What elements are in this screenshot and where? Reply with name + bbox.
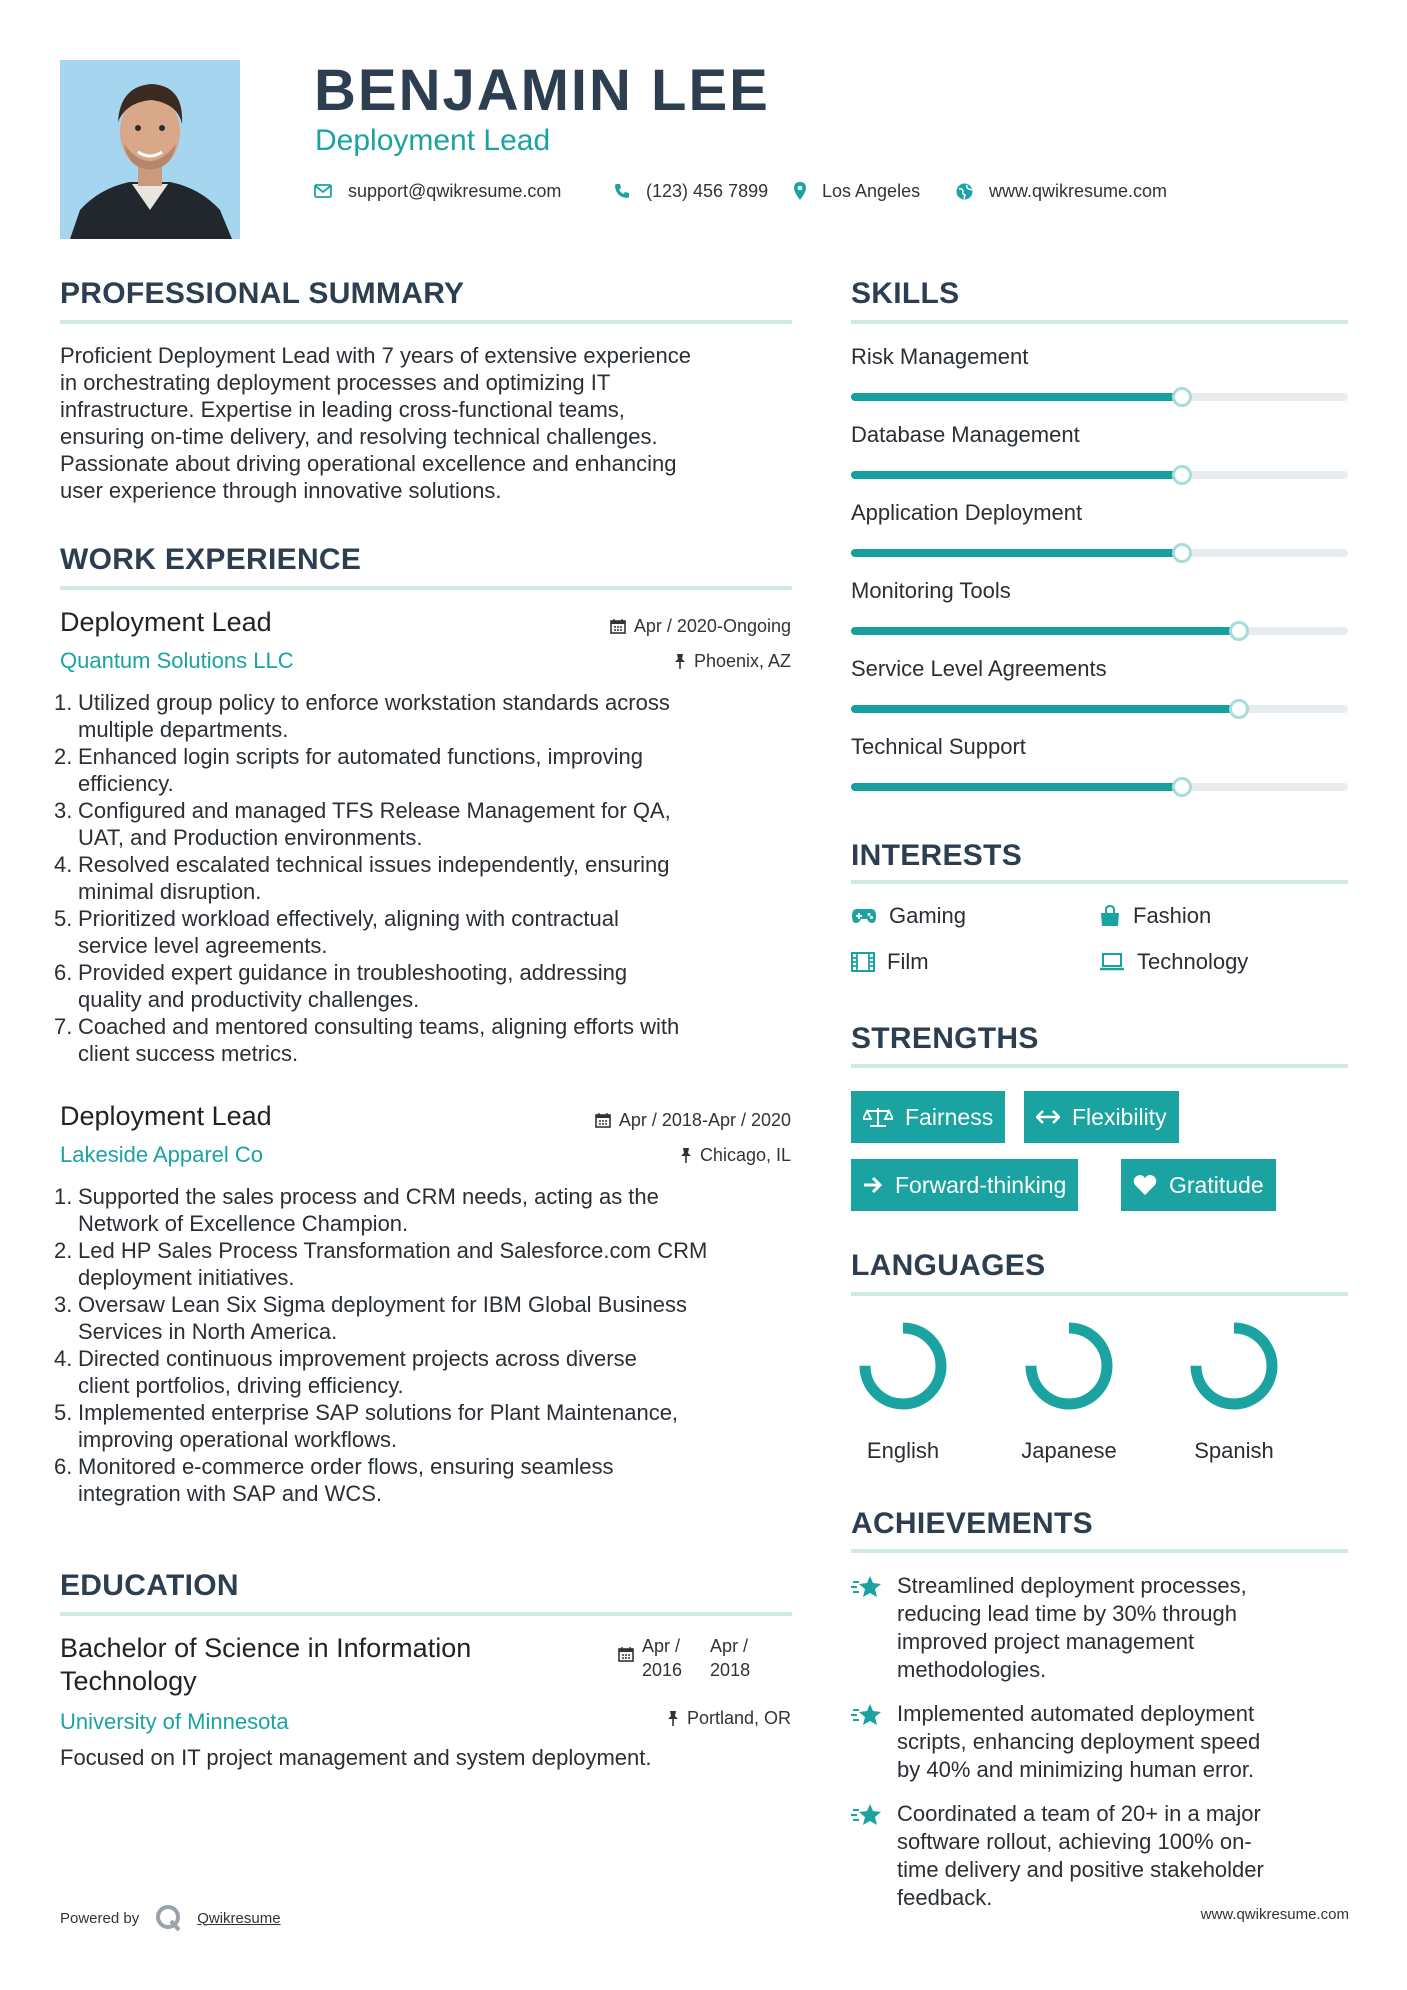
- gamepad-icon: [851, 907, 877, 925]
- heart-icon: [1133, 1174, 1157, 1196]
- job-location-text: Chicago, IL: [699, 1145, 791, 1165]
- education-location: Portland, OR: [667, 1706, 791, 1730]
- interests-divider: [851, 880, 1348, 884]
- list-item: 2. Enhanced login scripts for automated functions, improving efficiency.: [54, 744, 643, 796]
- strengths-divider: [851, 1064, 1348, 1068]
- film-icon: [851, 952, 875, 972]
- skill-level-bar: [851, 549, 1348, 557]
- contact-email[interactable]: [314, 178, 561, 204]
- skill-level-fill: [851, 549, 1182, 557]
- globe-icon: [956, 183, 973, 200]
- calendar-icon: [595, 1112, 611, 1128]
- strength-badge: Fairness: [851, 1091, 1005, 1143]
- skill-name: Technical Support: [851, 734, 1026, 759]
- achievement-item: Streamlined deployment processes, reducing lead time by 30% through improved project management methodologies.: [851, 1572, 1348, 1684]
- skill-item: [851, 733, 1348, 791]
- skill-level-fill: [851, 393, 1182, 401]
- list-item: 6. Monitored e-commerce order flows, ensuring seamless integration with SAP and WCS.: [54, 1454, 614, 1506]
- skill-level-bar: [851, 783, 1348, 791]
- languages-list: [851, 1318, 1348, 1464]
- achievements-heading: ACHIEVEMENTS: [851, 1507, 1093, 1540]
- list-item: 1. Supported the sales process and CRM needs, acting as the Network of Excellence Champion.: [54, 1184, 659, 1236]
- qwikresume-link[interactable]: Qwikresume: [197, 1909, 281, 1927]
- language-name: Japanese: [1021, 1438, 1117, 1463]
- skills-divider: [851, 320, 1348, 324]
- achievements-divider: [851, 1549, 1348, 1553]
- strength-badge: Flexibility: [1024, 1091, 1179, 1143]
- language-item: [843, 1318, 963, 1465]
- shopping-bag-icon: [1099, 905, 1121, 927]
- pushpin-icon: [680, 1147, 692, 1163]
- list-item: 7. Coached and mentored consulting teams, aligning efforts with client success metrics.: [54, 1014, 680, 1066]
- star-burst-icon: [851, 1702, 883, 1728]
- skill-item: [851, 343, 1348, 401]
- skill-level-bar: [851, 393, 1348, 401]
- interest-item-fashion: Fashion: [1099, 902, 1211, 930]
- phone-text: (123) 456 7899: [646, 181, 769, 201]
- summary-line: ensuring on-time delivery, and resolving technical challenges.: [60, 424, 658, 449]
- skill-level-fill: [851, 627, 1239, 635]
- job-location: [680, 1143, 791, 1167]
- skill-level-knob: [1229, 621, 1249, 641]
- achievement-item: Coordinated a team of 20+ in a major software rollout, achieving 100% on- time delivery and positive stakeholder feedback.: [851, 1800, 1348, 1912]
- arrows-horizontal-icon: [1036, 1110, 1060, 1124]
- skill-level-knob: [1172, 465, 1192, 485]
- education-divider: [60, 1612, 792, 1616]
- phone-icon: [614, 183, 630, 199]
- language-item: [1009, 1318, 1129, 1465]
- skill-name: Monitoring Tools: [851, 578, 1011, 603]
- skill-level-fill: [851, 705, 1239, 713]
- skill-item: [851, 499, 1348, 557]
- skill-level-fill: [851, 471, 1182, 479]
- summary-text: [60, 342, 792, 504]
- arrow-right-icon: [863, 1176, 883, 1194]
- list-item: 2. Led HP Sales Process Transformation and Salesforce.com CRM deployment initiatives.: [54, 1238, 708, 1290]
- laptop-icon: [1099, 953, 1125, 971]
- language-level-ring: [1009, 1318, 1129, 1418]
- summary-line: user experience through innovative solutions.: [60, 478, 502, 503]
- candidate-name: BENJAMIN LEE: [314, 58, 770, 123]
- list-item: 5. Implemented enterprise SAP solutions for Plant Maintenance, improving operational workflows.: [54, 1400, 679, 1452]
- contact-website[interactable]: [956, 178, 1167, 204]
- list-item: 3. Configured and managed TFS Release Management for QA, UAT, and Production environments.: [54, 798, 671, 850]
- skill-level-bar: [851, 705, 1348, 713]
- language-level-arc: [865, 1328, 941, 1404]
- work-heading: WORK EXPERIENCE: [60, 543, 362, 576]
- pushpin-icon: [667, 1710, 679, 1726]
- balance-scale-icon: [863, 1106, 893, 1128]
- job-bullets: [54, 689, 800, 1067]
- skill-name: Application Deployment: [851, 500, 1083, 525]
- skill-name: Service Level Agreements: [851, 656, 1107, 681]
- list-item: 6. Provided expert guidance in troubleshooting, addressing quality and productivity challenges.: [54, 960, 628, 1012]
- calendar-icon: [610, 618, 626, 634]
- footer-powered-by: Powered by Qwikresume: [60, 1903, 281, 1933]
- location-text: Los Angeles: [822, 181, 921, 201]
- skill-level-bar: [851, 471, 1348, 479]
- strengths-heading: STRENGTHS: [851, 1022, 1039, 1055]
- skill-item: [851, 655, 1348, 713]
- skill-name: Risk Management: [851, 344, 1029, 369]
- summary-line: in orchestrating deployment processes and optimizing IT: [60, 370, 611, 395]
- skill-level-knob: [1172, 777, 1192, 797]
- map-marker-icon: [794, 182, 806, 200]
- achievements-list: [851, 1572, 1348, 1912]
- skill-level-bar: [851, 627, 1348, 635]
- education-heading: EDUCATION: [60, 1569, 239, 1602]
- job-bullets: [54, 1183, 800, 1507]
- envelope-icon: [314, 184, 332, 198]
- interests-heading: INTERESTS: [851, 839, 1023, 872]
- summary-line: infrastructure. Expertise in leading cross-functional teams,: [60, 397, 625, 422]
- job-company: Lakeside Apparel Co: [60, 1142, 264, 1167]
- profile-photo: [60, 60, 240, 239]
- strength-badge: Forward-thinking: [851, 1159, 1078, 1211]
- languages-heading: LANGUAGES: [851, 1249, 1046, 1282]
- job-dates: [595, 1108, 791, 1132]
- degree-title: Bachelor of Science in Information Technology: [60, 1633, 472, 1696]
- contact-location: [794, 178, 920, 204]
- job-location-text: Phoenix, AZ: [693, 651, 791, 671]
- language-name: Spanish: [1194, 1438, 1274, 1463]
- list-item: 5. Prioritized workload effectively, aligning with contractual service level agreements.: [54, 906, 619, 958]
- pushpin-icon: [674, 653, 686, 669]
- interest-item-gaming: Gaming: [851, 902, 966, 930]
- job-dates-text: Apr / 2018-Apr / 2020: [618, 1110, 791, 1130]
- skill-level-fill: [851, 783, 1182, 791]
- job-title: Deployment Lead: [60, 607, 272, 637]
- skill-level-knob: [1172, 387, 1192, 407]
- summary-line: Passionate about driving operational excellence and enhancing: [60, 451, 677, 476]
- calendar-icon: [618, 1646, 634, 1662]
- work-divider: [60, 586, 792, 590]
- job-company: Quantum Solutions LLC: [60, 648, 294, 673]
- summary-divider: [60, 320, 792, 324]
- education-end: Apr / 2018: [710, 1636, 751, 1680]
- education-dates: [618, 1634, 750, 1682]
- summary-line: Proficient Deployment Lead with 7 years of extensive experience: [60, 343, 692, 368]
- job-title: Deployment Lead: [60, 1101, 272, 1131]
- skill-item: [851, 577, 1348, 635]
- skill-name: Database Management: [851, 422, 1080, 447]
- school-name: University of Minnesota: [60, 1709, 289, 1734]
- job-dates: [610, 614, 791, 638]
- contact-phone[interactable]: [614, 178, 768, 204]
- achievement-item: Implemented automated deployment scripts, enhancing deployment speed by 40% and minimizing human error.: [851, 1700, 1348, 1784]
- list-item: 3. Oversaw Lean Six Sigma deployment for IBM Global Business Services in North America.: [54, 1292, 687, 1344]
- skill-level-knob: [1229, 699, 1249, 719]
- star-burst-icon: [851, 1574, 883, 1600]
- language-level-arc: [1196, 1328, 1272, 1404]
- summary-heading: PROFESSIONAL SUMMARY: [60, 277, 465, 310]
- education-description: Focused on IT project management and system deployment.: [60, 1745, 652, 1770]
- website-text: www.qwikresume.com: [989, 181, 1168, 201]
- skills-heading: SKILLS: [851, 277, 960, 310]
- education-start: Apr / 2016: [642, 1636, 683, 1680]
- interest-item-technology: Technology: [1099, 948, 1248, 976]
- job-dates-text: Apr / 2020-Ongoing: [633, 616, 791, 636]
- footer-url[interactable]: www.qwikresume.com: [1200, 1906, 1349, 1923]
- skill-item: [851, 421, 1348, 479]
- email-text: support@qwikresume.com: [348, 181, 562, 201]
- language-item: [1174, 1318, 1294, 1465]
- language-level-ring: [843, 1318, 963, 1418]
- language-level-ring: [1174, 1318, 1294, 1418]
- job-location: [674, 649, 791, 673]
- list-item: 4. Directed continuous improvement projects across diverse client portfolios, driving efficiency.: [54, 1346, 637, 1398]
- skill-level-knob: [1172, 543, 1192, 563]
- star-burst-icon: [851, 1802, 883, 1828]
- interest-item-film: Film: [851, 948, 929, 976]
- list-item: 4. Resolved escalated technical issues independently, ensuring minimal disruption.: [54, 852, 670, 904]
- list-item: 1. Utilized group policy to enforce workstation standards across multiple departments.: [54, 690, 670, 742]
- strength-badge: Gratitude: [1121, 1159, 1276, 1211]
- qwikresume-logo-icon: [153, 1903, 183, 1933]
- candidate-title: Deployment Lead: [315, 124, 551, 157]
- language-name: English: [866, 1438, 940, 1463]
- languages-divider: [851, 1292, 1348, 1296]
- language-level-arc: [1031, 1328, 1107, 1404]
